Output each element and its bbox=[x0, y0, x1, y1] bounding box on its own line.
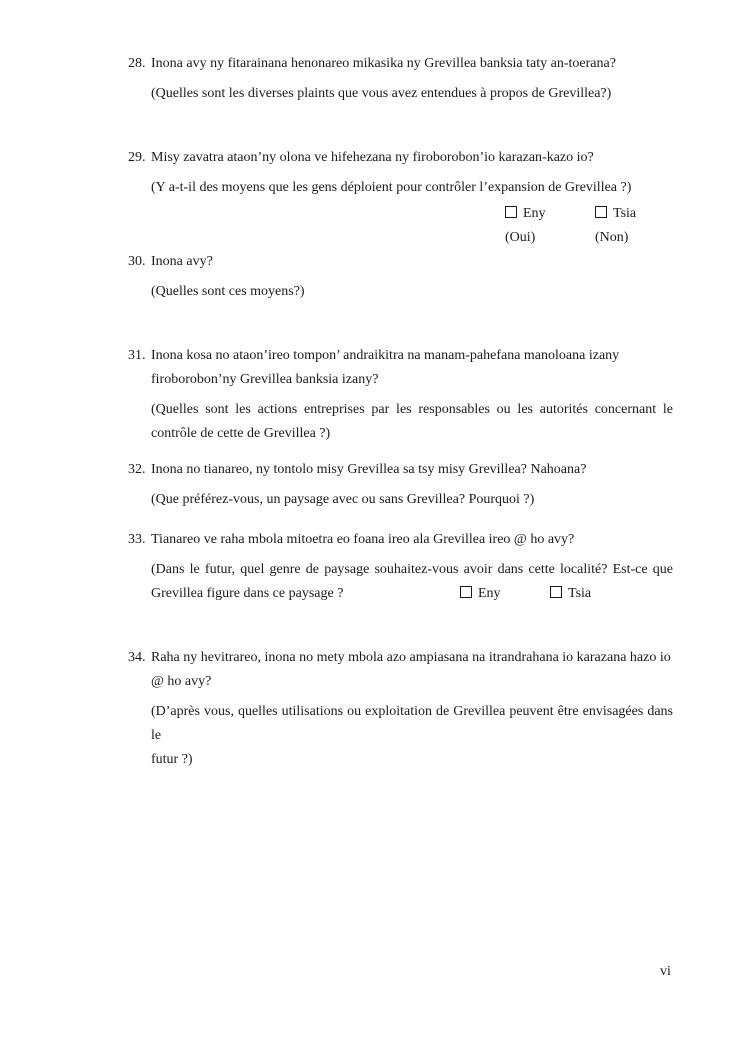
checkbox-translation-row bbox=[151, 226, 673, 250]
question-28 bbox=[128, 52, 673, 106]
page-number: vi bbox=[660, 964, 671, 979]
option-non-label: (Non) bbox=[595, 230, 629, 245]
question-32 bbox=[128, 458, 673, 512]
question-text-mg: firoborobon’ny Grevillea banksia izany? bbox=[151, 372, 379, 387]
question-text-fr: (Quelles sont les diverses plaints que vous avez entendues à propos de Grevillea?) bbox=[151, 86, 612, 101]
option-tsia[interactable] bbox=[550, 582, 591, 606]
question-number: 29. bbox=[128, 150, 146, 165]
option-tsia[interactable] bbox=[595, 202, 636, 226]
question-text-fr-with-options bbox=[151, 582, 673, 606]
question-text-fr: (Dans le futur, quel genre de paysage souhaitez-vous avoir dans cette localité? Est-ce que bbox=[151, 562, 673, 577]
question-text-fr: (Que préférez-vous, un paysage avec ou sans Grevillea? Pourquoi ?) bbox=[151, 492, 535, 507]
checkbox-icon[interactable] bbox=[505, 206, 517, 218]
question-text-mg: Inona avy? bbox=[151, 254, 213, 269]
option-eny[interactable] bbox=[460, 582, 501, 606]
question-text-mg: @ ho avy? bbox=[151, 674, 212, 689]
option-eny-label: Eny bbox=[523, 206, 546, 221]
question-number: 33. bbox=[128, 532, 146, 547]
checkbox-icon[interactable] bbox=[595, 206, 607, 218]
question-text-mg: Inona avy ny fitarainana henonareo mikasika ny Grevillea banksia taty an-toerana? bbox=[151, 56, 616, 71]
question-31 bbox=[128, 344, 673, 446]
question-text-mg: Raha ny hevitrareo, inona no mety mbola azo ampiasana na itrandrahana io karazana hazo io bbox=[151, 650, 671, 665]
question-text-fr: Grevillea figure dans ce paysage ? bbox=[151, 586, 344, 601]
question-number: 32. bbox=[128, 462, 146, 477]
question-text-fr: (Y a-t-il des moyens que les gens déploient pour contrôler l’expansion de Grevillea ?) bbox=[151, 180, 632, 195]
question-number: 30. bbox=[128, 254, 146, 269]
option-tsia-label: Tsia bbox=[568, 586, 592, 601]
question-number: 31. bbox=[128, 348, 146, 363]
question-text-fr: (D’après vous, quelles utilisations ou exploitation de Grevillea peuvent être envisagées dans le bbox=[151, 704, 673, 743]
checkbox-row bbox=[151, 202, 673, 226]
checkbox-icon[interactable] bbox=[550, 586, 562, 598]
question-text-fr: contrôle de cette de Grevillea ?) bbox=[151, 426, 331, 441]
question-number: 34. bbox=[128, 650, 146, 665]
question-text-fr: (Quelles sont ces moyens?) bbox=[151, 284, 305, 299]
option-eny-label: Eny bbox=[478, 586, 501, 601]
question-text-mg: Inona kosa no ataon’ireo tompon’ andraikitra na manam-pahefana manoloana izany bbox=[151, 348, 620, 363]
checkbox-icon[interactable] bbox=[460, 586, 472, 598]
question-33 bbox=[128, 528, 673, 606]
option-eny[interactable] bbox=[505, 202, 546, 226]
question-number: 28. bbox=[128, 56, 146, 71]
question-text-mg: Inona no tianareo, ny tontolo misy Grevillea sa tsy misy Grevillea? Nahoana? bbox=[151, 462, 587, 477]
question-29 bbox=[128, 146, 673, 250]
question-text-mg: Misy zavatra ataon’ny olona ve hifehezana ny firoborobon’io karazan-kazo io? bbox=[151, 150, 594, 165]
q29-answer-area bbox=[151, 202, 673, 250]
question-30 bbox=[128, 250, 673, 304]
option-oui-label: (Oui) bbox=[505, 230, 536, 245]
question-text-mg: Tianareo ve raha mbola mitoetra eo foana ireo ala Grevillea ireo @ ho avy? bbox=[151, 532, 575, 547]
question-text-fr: (Quelles sont les actions entreprises par les responsables ou les autorités concernant le bbox=[151, 402, 673, 417]
questionnaire-content bbox=[128, 52, 673, 772]
question-34 bbox=[128, 646, 673, 772]
option-tsia-label: Tsia bbox=[613, 206, 637, 221]
question-text-fr: futur ?) bbox=[151, 752, 193, 767]
